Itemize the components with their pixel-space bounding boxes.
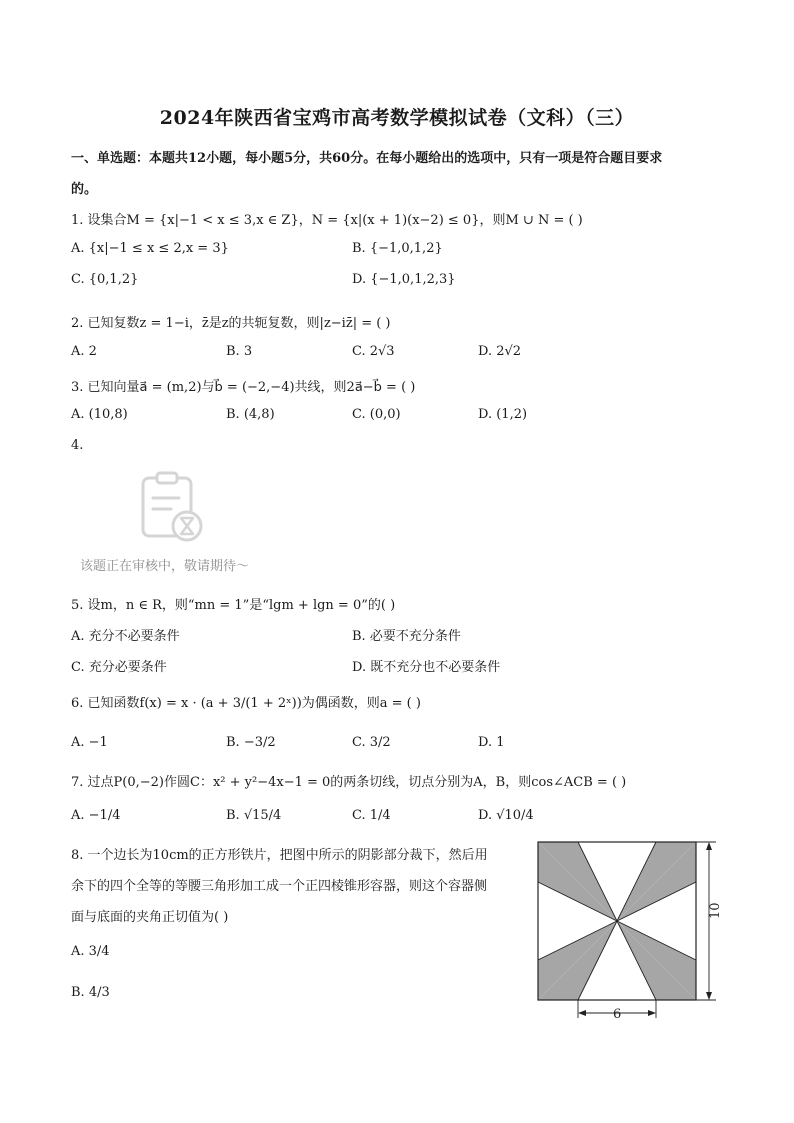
question-6-option-c: C. 3/2 <box>352 735 391 750</box>
question-5-option-a: A. 充分不必要条件 <box>71 629 180 644</box>
question-3-option-a: A. (10,8) <box>71 407 128 422</box>
question-7-stem: 7. 过点P(0,−2)作圆C：x² + y²−4x−1 = 0的两条切线，切点分别为A，B，则cos∠ACB = ( ) <box>71 775 627 790</box>
question-3-option-d: D. (1,2) <box>478 407 528 422</box>
question-6-stem: 6. 已知函数f(x) = x · (a + 3/(1 + 2ˣ))为偶函数，则a = ( ) <box>71 696 421 711</box>
question-5-stem: 5. 设m，n ∈ R，则“mn = 1”是“lgm + lgn = 0”的( ) <box>71 598 396 613</box>
question-8-stem-line3: 面与底面的夹角正切值为( ) <box>71 910 229 925</box>
question-1-option-d: D. {−1,0,1,2,3} <box>352 272 456 287</box>
question-1-option-b: B. {−1,0,1,2} <box>352 241 443 256</box>
question-2-option-b: B. 3 <box>226 344 253 359</box>
question-6-option-d: D. 1 <box>478 735 505 750</box>
question-7-option-a: A. −1/4 <box>71 808 121 823</box>
question-2-stem: 2. 已知复数z = 1−i，z̄是z的共轭复数，则|z−iz̄| = ( ) <box>71 316 391 331</box>
question-5-option-b: B. 必要不充分条件 <box>352 629 461 644</box>
question-7-option-b: B. √15/4 <box>226 808 282 823</box>
question-3-stem: 3. 已知向量a⃗ = (m,2)与b⃗ = (−2,−4)共线，则2a⃗−b⃗ = ( ) <box>71 380 416 395</box>
figure-side-label: 10 <box>708 902 723 919</box>
question-4-placeholder: 该题正在审核中，敬请期待～ <box>80 559 250 574</box>
question-7-option-c: C. 1/4 <box>352 808 391 823</box>
question-5-option-c: C. 充分必要条件 <box>71 660 167 675</box>
section-instructions-line1: 一、单选题：本题共12小题，每小题5分，共60分。在每小题给出的选项中，只有一项是符合题目要求 <box>71 151 663 166</box>
question-1-option-c: C. {0,1,2} <box>71 272 139 287</box>
question-8-stem-line1: 8. 一个边长为10cm的正方形铁片，把图中所示的阴影部分裁下，然后用 <box>71 848 488 863</box>
question-1-option-a: A. {x|−1 ≤ x ≤ 2,x = 3} <box>71 241 229 256</box>
question-6-option-a: A. −1 <box>71 735 108 750</box>
question-6-option-b: B. −3/2 <box>226 735 276 750</box>
section-instructions-line2: 的。 <box>71 182 98 197</box>
question-5-option-d: D. 既不充分也不必要条件 <box>352 660 501 675</box>
question-8-figure <box>534 838 724 1023</box>
question-2-option-d: D. 2√2 <box>478 344 522 359</box>
question-4-stem: 4. <box>71 438 84 453</box>
question-3-option-c: C. (0,0) <box>352 407 401 422</box>
question-3-option-b: B. (4,8) <box>226 407 275 422</box>
question-7-option-d: D. √10/4 <box>478 808 534 823</box>
question-8-option-a: A. 3/4 <box>71 944 110 959</box>
clipboard-hourglass-icon <box>135 470 207 546</box>
question-2-option-a: A. 2 <box>71 344 97 359</box>
question-2-option-c: C. 2√3 <box>352 344 395 359</box>
question-8-option-b: B. 4/3 <box>71 985 110 1000</box>
question-8-stem-line2: 余下的四个全等的等腰三角形加工成一个正四棱锥形容器，则这个容器侧 <box>71 879 488 894</box>
question-1-stem: 1. 设集合M = {x|−1 < x ≤ 3,x ∈ Z}，N = {x|(x + 1)(x−2) ≤ 0}，则M ∪ N = ( ) <box>71 213 583 228</box>
dimension-side <box>696 842 716 1000</box>
page-title: 2024年陕西省宝鸡市高考数学模拟试卷（文科）（三） <box>159 107 635 129</box>
figure-base-label: 6 <box>613 1007 622 1022</box>
